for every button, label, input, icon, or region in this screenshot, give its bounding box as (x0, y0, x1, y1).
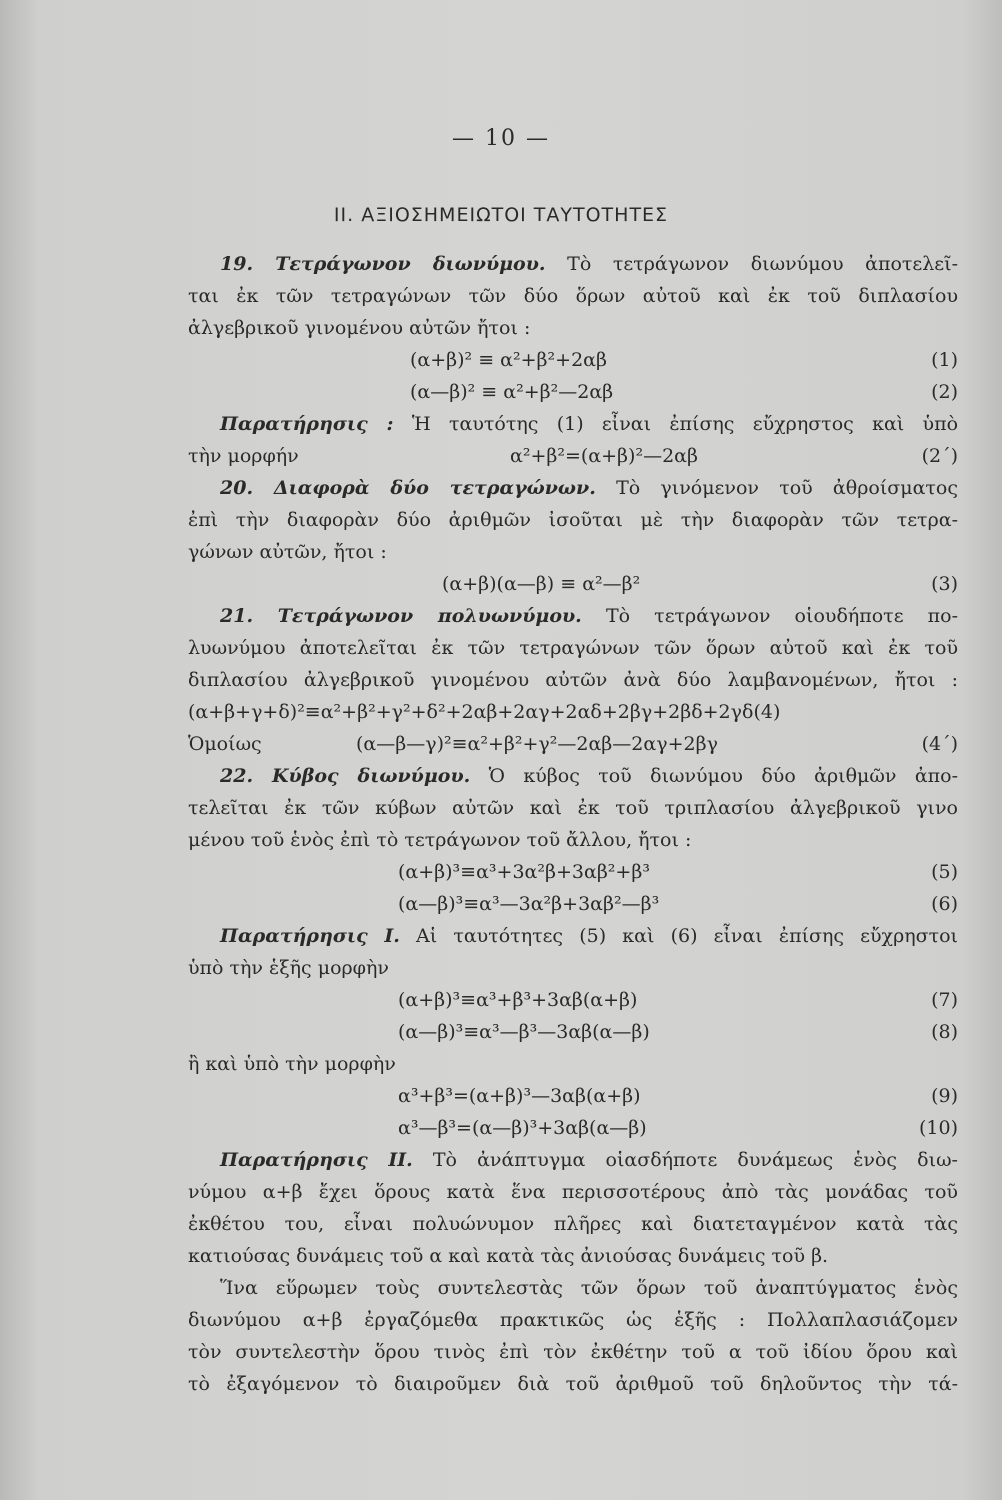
paragraph-line-4: τὸ ἐξαγόμενον τὸ διαιροῦμεν διὰ τοῦ ἀριθμοῦ τοῦ δηλοῦντος τὴν τά- (188, 1373, 958, 1395)
s20-line-3: γώνων αὐτῶν, ἤτοι : (188, 541, 387, 563)
s21-line-3: διπλασίου ἀλγεβρικοῦ γινομένου αὐτῶν ἀνὰ δύο λαμβανομένων, ἤτοι : (188, 669, 958, 691)
equation-4: (α+β+γ+δ)²≡α²+β²+γ²+δ²+2αβ+2αγ+2αδ+2βγ+2βδ+2γδ(4) (188, 701, 781, 723)
observation-2: Παρατήρησις ΙΙ. Τὸ ἀνάπτυγμα οἱασδήποτε δυνάμεως ἑνὸς διω- (220, 1149, 958, 1171)
s22-line-3: μένου τοῦ ἑνὸς ἐπὶ τὸ τετράγωνον τοῦ ἄλλου, ἤτοι : (188, 829, 692, 851)
equation-5: (α+β)³≡α³+3α²β+3αβ²+β³ (5) (398, 861, 958, 883)
alternate-form-line: ἢ καὶ ὑπὸ τὴν μορφὴν (188, 1053, 396, 1075)
s19-line-3: ἀλγεβρικοῦ γινομένου αὐτῶν ἤτοι : (188, 317, 531, 339)
observation-1-line-2: ὑπὸ τὴν ἑξῆς μορφὴν (188, 957, 389, 979)
section-22 (188, 760, 958, 1400)
s21-line-2: λυωνύμου ἀποτελεῖται ἐκ τῶν τετραγώνων τῶν ὅρων αὐτοῦ καὶ ἐκ τοῦ (188, 637, 958, 659)
equation-9: α³+β³=(α+β)³—3αβ(α+β) (9) (398, 1085, 958, 1107)
equation-6: (α—β)³≡α³—3α²β+3αβ²—β³ (6) (398, 893, 958, 915)
s21-line-1: 21. Τετράγωνον πολυωνύμου. Τὸ τετράγωνον οἱουδήποτε πο- (220, 605, 958, 627)
equation-2-prime: τὴν μορφήν α²+β²=(α+β)²—2αβ (2´) (188, 445, 958, 467)
s22-line-2: τελεῖται ἐκ τῶν κύβων αὐτῶν καὶ ἐκ τοῦ τριπλασίου ἀλγεβρικοῦ γινο (188, 797, 958, 819)
observation-2-label: Παρατήρησις ΙΙ. (220, 1149, 413, 1171)
s19-title: 19. Τετράγωνον διωνύμου. (220, 253, 546, 275)
equation-4-prime: Ὁμοίως (α—β—γ)²≡α²+β²+γ²—2αβ—2αγ+2βγ (4´) (188, 733, 958, 755)
section-21 (188, 600, 958, 760)
s20-line-2: ἐπὶ τὴν διαφορὰν δύο ἀριθμῶν ἰσοῦται μὲ τὴν διαφορὰν τῶν τετρα- (188, 509, 958, 531)
equation-10: α³—β³=(α—β)³+3αβ(α—β) (10) (398, 1117, 958, 1139)
section-20 (188, 472, 958, 600)
s19-observation: Παρατήρησις : Ἡ ταυτότης (1) εἶναι ἐπίσης εὔχρηστος καὶ ὑπὸ (220, 413, 958, 435)
s20-title: 20. Διαφορὰ δύο τετραγώνων. (220, 477, 596, 499)
s20-line-1: 20. Διαφορὰ δύο τετραγώνων. Τὸ γινόμενον τοῦ ἀθροίσματος (220, 477, 958, 499)
observation-2-line-3: ἐκθέτου του, εἶναι πολυώνυμον πλῆρες καὶ διατεταγμένον κατὰ τὰς (188, 1213, 958, 1235)
equation-8: (α—β)³≡α³—β³—3αβ(α—β) (8) (398, 1021, 958, 1043)
observation-1: Παρατήρησις Ι. Αἱ ταυτότητες (5) καὶ (6) εἶναι ἐπίσης εὔχρηστοι (220, 925, 958, 947)
paragraph-line-2: διωνύμου α+β ἐργαζόμεθα πρακτικῶς ὡς ἑξῆς : Πολλαπλασιάζομεν (188, 1309, 958, 1331)
page-number: — 10 — (452, 126, 550, 151)
equation-7: (α+β)³≡α³+β³+3αβ(α+β) (7) (398, 989, 958, 1011)
equation-1: (α+β)² ≡ α²+β²+2αβ (1) (410, 349, 958, 371)
observation-2-line-4: κατιούσας δυνάμεις τοῦ α καὶ κατὰ τὰς ἀνιούσας δυνάμεις τοῦ β. (188, 1245, 829, 1267)
section-heading: ΙΙ. ΑΞΙΟΣΗΜΕΙΩΤΟΙ ΤΑΥΤΟΤΗΤΕΣ (333, 204, 669, 226)
equation-3: (α+β)(α—β) ≡ α²—β² (3) (442, 573, 958, 595)
paragraph-line-3: τὸν συντελεστὴν ὅρου τινὸς ἐπὶ τὸν ἐκθέτην τοῦ α τοῦ ἰδίου ὅρου καὶ (188, 1341, 958, 1363)
s19-line-1: 19. Τετράγωνον διωνύμου. Τὸ τετράγωνον διωνύμου ἀποτελεῖ- (220, 253, 958, 275)
s22-line-1: 22. Κύβος διωνύμου. Ὁ κύβος τοῦ διωνύμου δύο ἀριθμῶν ἀπο- (220, 765, 958, 787)
s19-line-2: ται ἐκ τῶν τετραγώνων τῶν δύο ὅρων αὐτοῦ καὶ ἐκ τοῦ διπλασίου (188, 285, 958, 307)
observation-1-label: Παρατήρησις Ι. (220, 925, 400, 947)
equation-2: (α—β)² ≡ α²+β²—2αβ (2) (410, 381, 958, 403)
s21-title: 21. Τετράγωνον πολυωνύμου. (220, 605, 582, 627)
paragraph-line-1: Ἵνα εὕρωμεν τοὺς συντελεστὰς τῶν ὅρων τοῦ ἀναπτύγματος ἑνὸς (220, 1277, 958, 1299)
observation-2-line-2: νύμου α+β ἔχει ὅρους κατὰ ἕνα περισσοτέρους ἀπὸ τὰς μονάδας τοῦ (188, 1181, 958, 1203)
observation-label: Παρατήρησις : (220, 413, 394, 435)
section-19 (188, 248, 958, 472)
s22-title: 22. Κύβος διωνύμου. (220, 765, 471, 787)
